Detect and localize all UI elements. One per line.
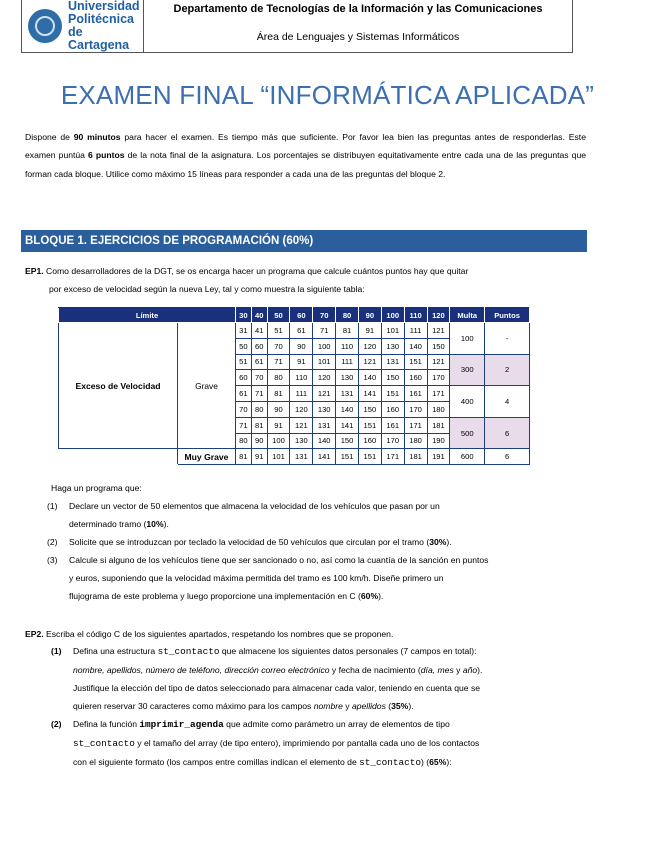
table-cell: 61	[236, 386, 252, 402]
table-header-limit: 80	[336, 308, 359, 323]
table-cell: 140	[358, 370, 381, 386]
exercise-ep1	[25, 262, 587, 298]
table-cell: 140	[404, 338, 427, 354]
table-cell: 81	[251, 417, 267, 433]
table-cell: 180	[427, 401, 450, 417]
table-cell: 81	[336, 323, 359, 339]
table-cell: 141	[358, 386, 381, 402]
table-cell: 140	[313, 433, 336, 449]
table-cell: 120	[358, 338, 381, 354]
table-header-limit: 30	[236, 308, 252, 323]
list-item: (1) Defina una estructura st_contacto que almacene los siguientes datos personales (7 campos en total): nombre, apellidos, número de teléfono, dirección correo electrónico y fecha de nacimiento (día, mes y año). Justifique la elección del tipo de datos seleccionado para almacenar cada valor, teniendo en cuenta que se quieren reservar 30 caracteres como máximo para los campos nombre y apellidos (35%).	[51, 646, 483, 711]
table-cell: 121	[313, 386, 336, 402]
table-cell: 161	[381, 417, 404, 433]
table-cell: 150	[336, 433, 359, 449]
table-header-limit: 100	[381, 308, 404, 323]
multa-cell: 600	[450, 449, 485, 465]
list-item: (2) Defina la función imprimir_agenda que admite como parámetro un array de elementos de tipo st_contacto y el tamaño del array (de tipo entero), imprimiendo por pantalla cada uno de los contactos con el siguiente formato (los campos entre comillas indican el elemento de st_contacto) (65%):	[51, 719, 480, 768]
table-cell: 131	[290, 449, 313, 465]
table-cell: 121	[427, 323, 450, 339]
table-cell: 141	[336, 417, 359, 433]
table-cell: 101	[313, 354, 336, 370]
table-header-limite: Límite	[59, 308, 236, 323]
table-cell: 100	[267, 433, 290, 449]
table-cell: 91	[290, 354, 313, 370]
table-cell: 70	[267, 338, 290, 354]
multa-cell: 500	[450, 417, 485, 449]
table-cell: 170	[404, 401, 427, 417]
puntos-cell: 2	[485, 354, 530, 386]
multa-cell: 300	[450, 354, 485, 386]
table-cell: 71	[313, 323, 336, 339]
multa-cell: 100	[450, 323, 485, 355]
table-header-limit: 50	[267, 308, 290, 323]
table-cell: 31	[236, 323, 252, 339]
table-cell: 130	[313, 401, 336, 417]
list-item: (1) Declare un vector de 50 elementos que almacena la velocidad de los vehículos que pasan por un determinado tramo (10%).	[47, 501, 440, 529]
logo-line-1: Universidad	[68, 0, 140, 13]
table-cell: 111	[336, 354, 359, 370]
table-cell: 160	[404, 370, 427, 386]
table-cell: 121	[358, 354, 381, 370]
table-cell: 121	[427, 354, 450, 370]
table-cell: 160	[381, 401, 404, 417]
table-cell: 150	[381, 370, 404, 386]
table-cell: 61	[251, 354, 267, 370]
ep1-text-line-1: Como desarrolladores de la DGT, se os encarga hacer un programa que calcule cuántos puntos hay que quitar	[46, 266, 469, 276]
section-header-bloque-1: BLOQUE 1. EJERCICIOS DE PROGRAMACIÓN (60%)	[21, 230, 587, 252]
table-cell: 90	[290, 338, 313, 354]
multa-cell: 400	[450, 386, 485, 418]
table-cell: 171	[404, 417, 427, 433]
table-cell: 91	[358, 323, 381, 339]
logo-line-2: Politécnica	[68, 12, 134, 26]
table-cell: 151	[358, 449, 381, 465]
table-cell: 131	[313, 417, 336, 433]
table-header-limit: 70	[313, 308, 336, 323]
department-name: Departamento de Tecnologías de la Información y las Comunicaciones	[173, 3, 543, 15]
table-cell: 181	[404, 449, 427, 465]
ep2-task-list	[51, 642, 589, 772]
table-cell: 61	[290, 323, 313, 339]
table-cell: 90	[267, 401, 290, 417]
exam-instructions: Dispone de 90 minutos para hacer el examen. Es tiempo más que suficiente. Por favor lea bien las preguntas antes de responderlas. Este examen puntúa 6 puntos de la nota final de la asignatura. Los porcentajes se distribuyen equitativamente entre cada una de las preguntas que forman cada bloque. Utilice como máximo 15 líneas para responder a cada una de las preguntas del bloque 2.	[25, 132, 586, 179]
ep2-label: EP2.	[25, 629, 44, 639]
table-cell: 41	[251, 323, 267, 339]
table-cell: 70	[251, 370, 267, 386]
table-header-multa: Multa	[450, 308, 485, 323]
table-cell: 91	[251, 449, 267, 465]
table-cell: 60	[236, 370, 252, 386]
table-cell: 190	[427, 433, 450, 449]
puntos-cell: 6	[485, 449, 530, 465]
table-cell: 130	[381, 338, 404, 354]
table-cell: 151	[358, 417, 381, 433]
table-cell: 101	[267, 449, 290, 465]
table-cell: 100	[313, 338, 336, 354]
table-cell: 71	[236, 417, 252, 433]
table-cell: 80	[267, 370, 290, 386]
table-cell: 110	[290, 370, 313, 386]
table-cell: 140	[336, 401, 359, 417]
puntos-cell: 4	[485, 386, 530, 418]
puntos-cell: -	[485, 323, 530, 355]
table-cell: 131	[336, 386, 359, 402]
table-cell: 80	[236, 433, 252, 449]
table-cell: 170	[427, 370, 450, 386]
table-cell: 130	[290, 433, 313, 449]
table-cell: 171	[427, 386, 450, 402]
table-header-limit: 60	[290, 308, 313, 323]
empty-cell	[59, 449, 178, 465]
table-cell: 111	[290, 386, 313, 402]
list-item: (2) Solicite que se introduzcan por teclado la velocidad de 50 vehículos que circulan por el tramo (30%).	[47, 537, 452, 547]
header-box	[21, 0, 573, 53]
table-cell: 151	[381, 386, 404, 402]
table-cell: 110	[336, 338, 359, 354]
exercise-ep2	[25, 625, 590, 643]
university-logo	[22, 0, 144, 52]
table-cell: 70	[236, 401, 252, 417]
exceso-velocidad-label: Exceso de Velocidad	[59, 323, 178, 449]
table-cell: 150	[358, 401, 381, 417]
table-cell: 180	[404, 433, 427, 449]
area-name: Área de Lenguajes y Sistemas Informáticos	[256, 31, 460, 43]
table-cell: 120	[290, 401, 313, 417]
table-cell: 141	[313, 449, 336, 465]
table-cell: 181	[427, 417, 450, 433]
logo-line-3: de Cartagena	[68, 25, 130, 52]
list-item: (3) Calcule si alguno de los vehículos tiene que ser sancionado o no, así como la cuantía de la sanción en puntos y euros, suponiendo que la velocidad máxima permitida del tramo es 100 km/h. Diseñe primero un flujograma de este problema y luego proporcione una implementación en C (60%).	[47, 555, 489, 601]
table-cell: 91	[267, 417, 290, 433]
table-cell: 60	[251, 338, 267, 354]
ep1-task-list	[47, 497, 587, 605]
table-cell: 101	[381, 323, 404, 339]
table-cell: 191	[427, 449, 450, 465]
ep1-haga: Haga un programa que:	[51, 483, 142, 493]
table-cell: 71	[251, 386, 267, 402]
table-cell: 51	[236, 354, 252, 370]
table-cell: 81	[267, 386, 290, 402]
table-cell: 130	[336, 370, 359, 386]
table-header-limit: 90	[358, 308, 381, 323]
table-header-limit: 120	[427, 308, 450, 323]
table-cell: 170	[381, 433, 404, 449]
grave-label: Grave	[178, 323, 236, 449]
table-cell: 71	[267, 354, 290, 370]
exam-title: EXAMEN FINAL “INFORMÁTICA APLICADA”	[60, 80, 595, 110]
table-cell: 151	[404, 354, 427, 370]
table-cell: 131	[381, 354, 404, 370]
speed-penalty-table	[58, 307, 530, 465]
table-cell: 80	[251, 401, 267, 417]
university-emblem-icon	[28, 9, 62, 43]
ep1-text-line-2: por exceso de velocidad según la nueva Ley, tal y como muestra la siguiente tabla:	[49, 284, 365, 294]
table-header-limit: 110	[404, 308, 427, 323]
table-header-limit: 40	[251, 308, 267, 323]
ep2-intro: Escriba el código C de los siguientes apartados, respetando los nombres que se proponen.	[46, 629, 394, 639]
table-cell: 51	[267, 323, 290, 339]
table-cell: 121	[290, 417, 313, 433]
table-cell: 160	[358, 433, 381, 449]
ep1-label: EP1.	[25, 266, 44, 276]
table-cell: 120	[313, 370, 336, 386]
table-cell: 150	[427, 338, 450, 354]
table-cell: 81	[236, 449, 252, 465]
puntos-cell: 6	[485, 417, 530, 449]
table-cell: 50	[236, 338, 252, 354]
muy-grave-label: Muy Grave	[178, 449, 236, 465]
table-cell: 111	[404, 323, 427, 339]
table-cell: 151	[336, 449, 359, 465]
table-cell: 90	[251, 433, 267, 449]
ep1-tasks	[51, 479, 591, 497]
table-cell: 171	[381, 449, 404, 465]
table-header-puntos: Puntos	[485, 308, 530, 323]
table-cell: 161	[404, 386, 427, 402]
